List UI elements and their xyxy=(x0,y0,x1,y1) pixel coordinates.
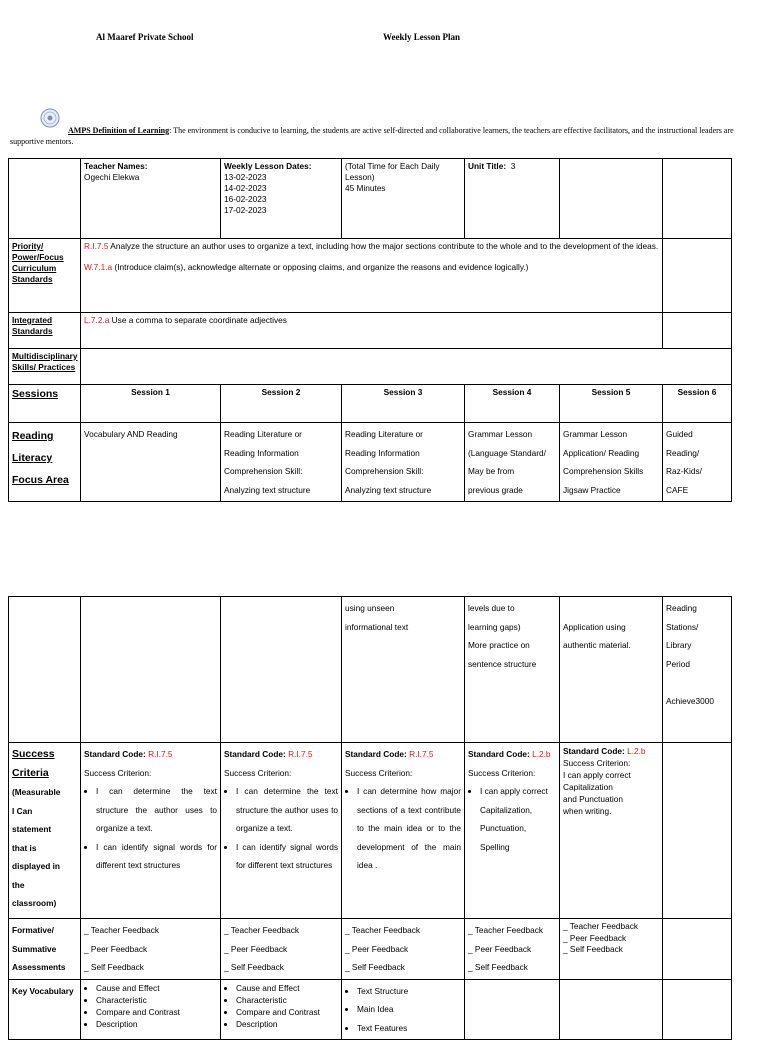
assess-session-5: _ Teacher Feedback _ Peer Feedback _ Self Feedback xyxy=(560,919,663,980)
success-criteria-head: Success Criteria xyxy=(12,748,55,779)
school-name: Al Maaref Private School xyxy=(96,32,194,42)
priority-standards-cell: R.I.7.5 Analyze the structure an author uses to organize a text, including how the major sections contribute to the whole and to the development of the ideas. W.7.1.a (Introduce claim(s), acknowledge alternate or opposing claims, and organize the reasons and evidence logically.) xyxy=(81,239,663,313)
success-session-5: Standard Code: L.2.b Success Criterion: I can apply correct Capitalization and Punctuation when writing. xyxy=(560,743,663,919)
reading-session-1: Vocabulary AND Reading xyxy=(81,423,221,502)
assess-session-1: _ Teacher Feedback _ Peer Feedback _ Self Feedback xyxy=(81,919,221,980)
cont-session-4: levels due to learning gaps) More practice on sentence structure xyxy=(465,597,560,743)
vocabulary-head: Key Vocabulary xyxy=(9,979,81,1040)
multidisciplinary-head: Multidisciplinary Skills/ Practices xyxy=(9,349,81,385)
dates-cell: Weekly Lesson Dates: 13-02-2023 14-02-2023 16-02-2023 17-02-2023 xyxy=(221,159,342,239)
definition-text: The environment is conducive to learning, the students are active self-directed and collaborative learners, the teachers are effective facilitators, and the instructional leaders are supportive mentors. xyxy=(10,126,734,146)
cont-session-6: Reading Stations/ Library Period Achieve3000 xyxy=(663,597,732,743)
plan-title: Weekly Lesson Plan xyxy=(383,32,461,42)
integrated-standards-cell: L.7.2.a Use a comma to separate coordinate adjectives xyxy=(81,313,663,349)
session-6-head: Session 6 xyxy=(663,385,732,423)
session-4-head: Session 4 xyxy=(465,385,560,423)
teacher-name: Ogechi Elekwa xyxy=(84,172,140,182)
cont-session-1 xyxy=(81,597,221,743)
learning-definition: AMPS Definition of Learning: The environment is conducive to learning, the students are active self-directed and collaborative learners, the teachers are effective facilitators, and the instructional leaders are supportive mentors. xyxy=(10,126,734,146)
priority-standards-head: Priority/ Power/Focus Curriculum Standards xyxy=(9,239,81,313)
cont-session-2 xyxy=(221,597,342,743)
sessions-head: Sessions xyxy=(9,385,81,423)
vocab-session-2: • Cause and Effect • Characteristic • Compare and Contrast • Description xyxy=(221,979,342,1040)
success-session-3: Standard Code: R.I.7.5 Success Criterion: • I can determine how major sections of a text contribute to the main idea or to the development of the main idea . xyxy=(342,743,465,919)
lesson-plan-table-top xyxy=(8,158,732,502)
cont-session-5: Application using authentic material. xyxy=(560,597,663,743)
session-3-head: Session 3 xyxy=(342,385,465,423)
cont-session-3: using unseen informational text xyxy=(342,597,465,743)
success-criteria-head-cell: Success Criteria (Measurable I Can statement that is displayed in the classroom) xyxy=(9,743,81,919)
session-2-head: Session 2 xyxy=(221,385,342,423)
reading-session-6: Guided Reading/ Raz-Kids/ CAFE xyxy=(663,423,732,502)
vocab-session-1: • Cause and Effect • Characteristic • Compare and Contrast • Description xyxy=(81,979,221,1040)
time-cell: (Total Time for Each Daily Lesson) 45 Minutes xyxy=(342,159,465,239)
unit-cell: Unit Title: 3 xyxy=(465,159,560,239)
success-session-2: Standard Code: R.I.7.5 Success Criterion: • I can determine the text structure the author uses to organize a text. • I can identify signal words for different text structures xyxy=(221,743,342,919)
session-1-head: Session 1 xyxy=(81,385,221,423)
teacher-cell: Teacher Names: Ogechi Elekwa xyxy=(81,159,221,239)
reading-session-3: Reading Literature or Reading Information Comprehension Skill: Analyzing text structure xyxy=(342,423,465,502)
session-5-head: Session 5 xyxy=(560,385,663,423)
reading-session-4: Grammar Lesson (Language Standard/ May be from previous grade xyxy=(465,423,560,502)
definition-lead: AMPS Definition of Learning xyxy=(68,126,170,135)
assessments-head: Formative/ Summative Assessments xyxy=(9,919,81,980)
integrated-standards-head: Integrated Standards xyxy=(9,313,81,349)
assess-session-2: _ Teacher Feedback _ Peer Feedback _ Self Feedback xyxy=(221,919,342,980)
reading-focus-head: Reading Literacy Focus Area xyxy=(9,423,81,502)
reading-session-2: Reading Literature or Reading Information Comprehension Skill: Analyzing text structure xyxy=(221,423,342,502)
success-session-4: Standard Code: L.2.b Success Criterion: • I can apply correct Capitalization, Punctuation, Spelling xyxy=(465,743,560,919)
success-session-1: Standard Code: R.I.7.5 Success Criterion: • I can determine the text structure the author uses to organize a text. • I can identify signal words for different text structures xyxy=(81,743,221,919)
vocab-session-3: • Text Structure • Main Idea • Text Features xyxy=(342,979,465,1040)
lesson-plan-table-bottom xyxy=(8,596,732,1040)
assess-session-3: _ Teacher Feedback _ Peer Feedback _ Self Feedback xyxy=(342,919,465,980)
reading-session-5: Grammar Lesson Application/ Reading Comprehension Skills Jigsaw Practice xyxy=(560,423,663,502)
assess-session-4: _ Teacher Feedback _ Peer Feedback _ Self Feedback xyxy=(465,919,560,980)
multidisciplinary-cell xyxy=(81,349,732,385)
